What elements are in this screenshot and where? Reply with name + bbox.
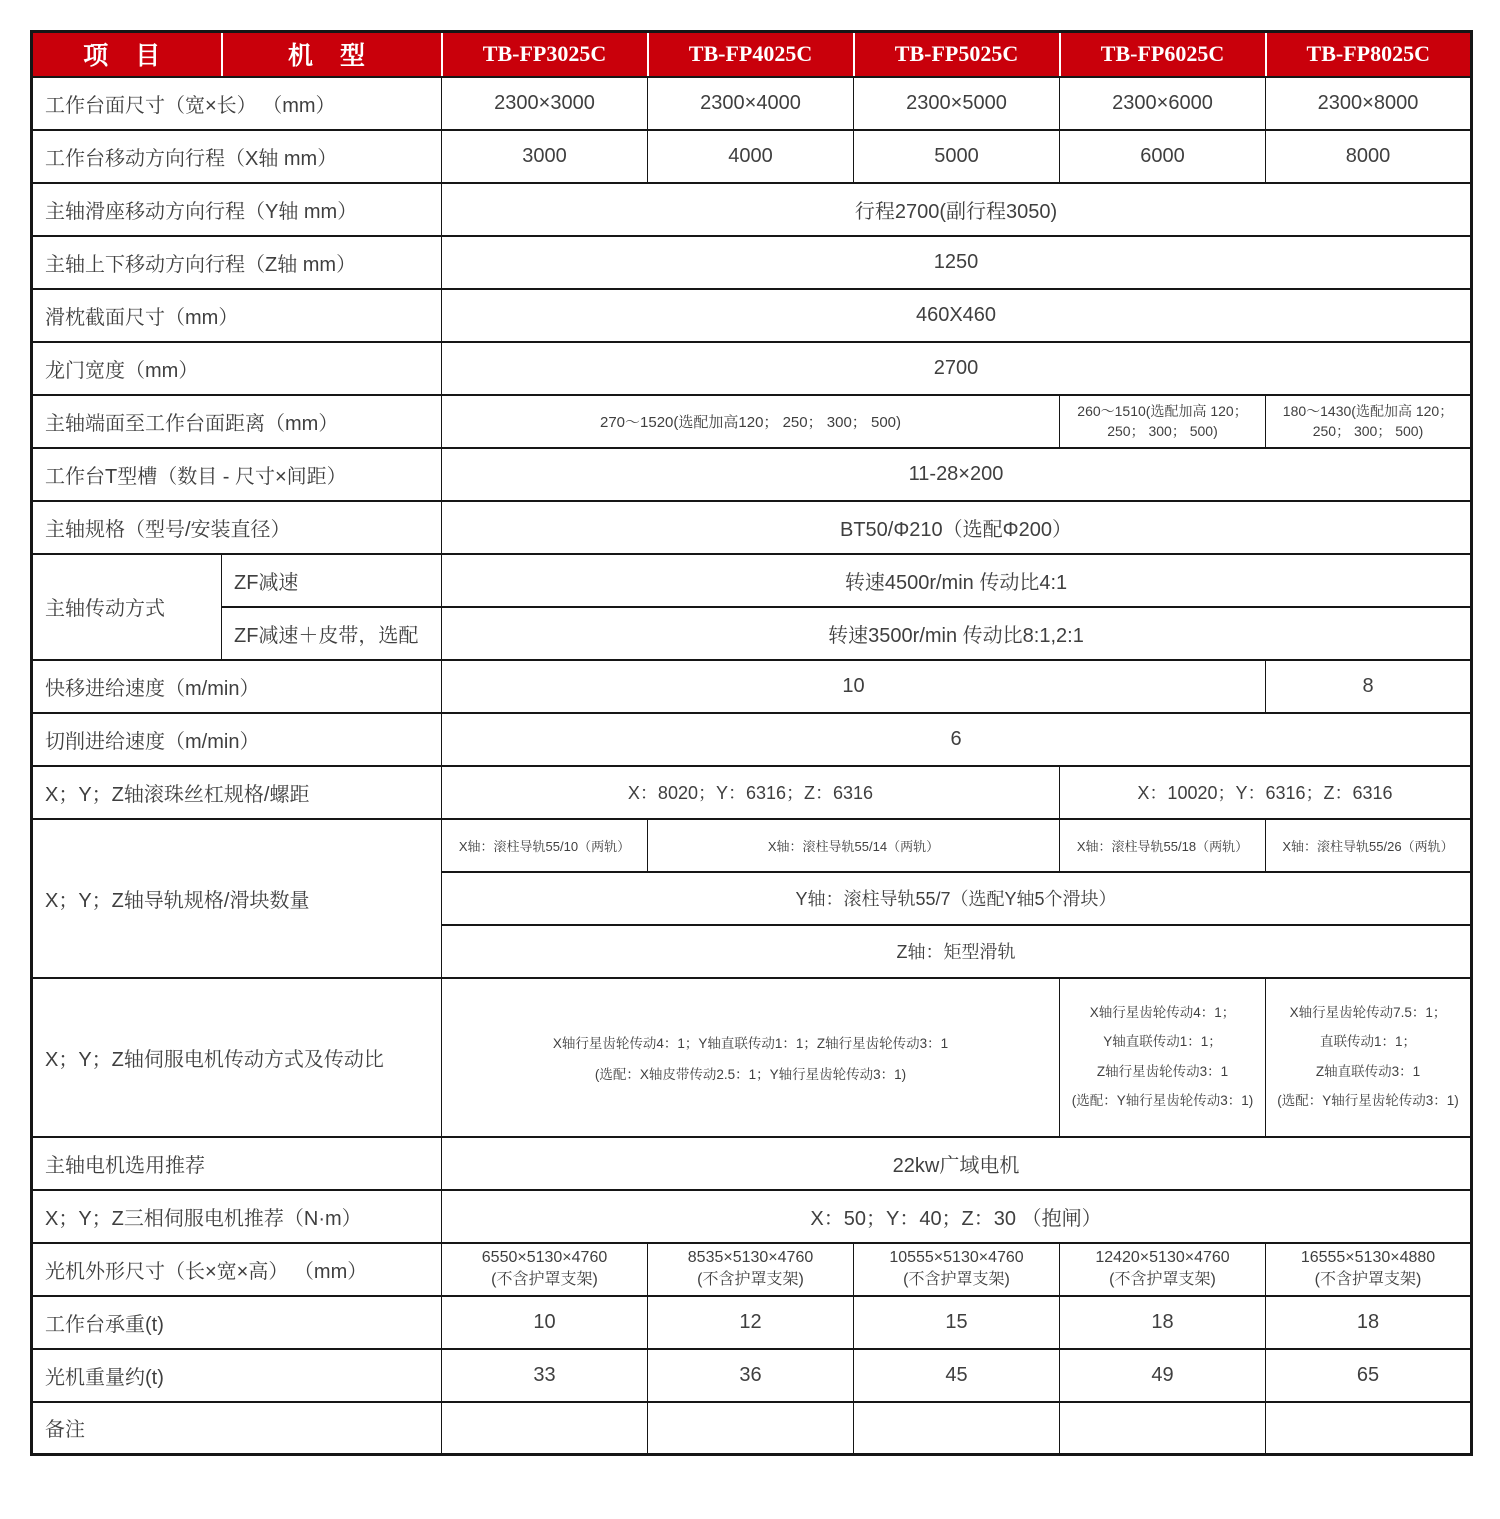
- row-remarks: [32, 1402, 1472, 1455]
- dimension-note: (不含护罩支架): [1314, 1271, 1422, 1288]
- servo-line: Z轴直联传动3：1: [1315, 1063, 1421, 1079]
- dimension-note: (不含护罩支架): [903, 1271, 1010, 1288]
- cell-value: 180～1430(选配加高 120； 250； 300； 500): [1266, 395, 1472, 448]
- header-model-fp5025c: TB-FP5025C: [854, 32, 1060, 77]
- row-servo-drive: [32, 978, 1472, 1137]
- cell-value: X轴：滚柱导轨55/18（两轨）: [1060, 819, 1266, 872]
- cell-value-merged: 11-28×200: [442, 448, 1472, 501]
- row-gantry-width: [32, 342, 1472, 395]
- cell-value: [854, 1243, 1060, 1296]
- cell-empty: [648, 1402, 854, 1455]
- row-guideway-x: [32, 819, 1472, 872]
- cell-value: 4000: [648, 130, 854, 183]
- cell-value: 12: [648, 1296, 854, 1349]
- row-label: 工作台面尺寸（宽×长） （mm）: [32, 77, 442, 130]
- dimension-value: 12420×5130×4760: [1095, 1249, 1230, 1267]
- cell-value: 10: [442, 1296, 648, 1349]
- row-spindle-motor: [32, 1137, 1472, 1190]
- cell-value-merged: X：8020；Y：6316；Z：6316: [442, 766, 1060, 819]
- servo-line: (选配：Y轴行星齿轮传动3：1): [1071, 1092, 1254, 1108]
- cell-value: 65: [1266, 1349, 1472, 1402]
- header-row: [32, 32, 1472, 77]
- cell-value: [1060, 1243, 1266, 1296]
- row-label: 光机外形尺寸（长×宽×高） （mm）: [32, 1243, 442, 1296]
- dimension-note: (不含护罩支架): [697, 1271, 804, 1288]
- cell-value: X轴：滚柱导轨55/10（两轨）: [442, 819, 648, 872]
- row-label: 工作台T型槽（数目 - 尺寸×间距）: [32, 448, 442, 501]
- cell-value: 2300×3000: [442, 77, 648, 130]
- row-label: X；Y；Z轴导轨规格/滑块数量: [32, 819, 442, 978]
- cell-value: 15: [854, 1296, 1060, 1349]
- dimension-value: 16555×5130×4880: [1300, 1249, 1436, 1267]
- sub-row-label: ZF减速: [222, 554, 442, 607]
- cell-value-merged: X：50；Y：40；Z：30 （抱闸）: [442, 1190, 1472, 1243]
- cell-value: 2300×6000: [1060, 77, 1266, 130]
- dimension-note: (不含护罩支架): [1109, 1271, 1216, 1288]
- row-z-travel: [32, 236, 1472, 289]
- cell-value: 8000: [1266, 130, 1472, 183]
- row-label: 备注: [32, 1402, 442, 1455]
- cell-value: 49: [1060, 1349, 1266, 1402]
- cell-value-merged: 1250: [442, 236, 1472, 289]
- cell-value-merged: Y轴：滚柱导轨55/7（选配Y轴5个滑块）: [442, 872, 1472, 925]
- row-label: 快移进给速度（m/min）: [32, 660, 442, 713]
- row-ram-section: [32, 289, 1472, 342]
- row-servo-motor: [32, 1190, 1472, 1243]
- header-model-fp4025c: TB-FP4025C: [648, 32, 854, 77]
- machine-spec-table: [30, 30, 1473, 1456]
- row-label: 主轴规格（型号/安装直径）: [32, 501, 442, 554]
- cell-value: 8: [1266, 660, 1472, 713]
- row-x-travel: [32, 130, 1472, 183]
- row-cutting-feed: [32, 713, 1472, 766]
- header-item: 项 目: [32, 32, 222, 77]
- row-machine-weight: [32, 1349, 1472, 1402]
- cell-value-merged: 转速4500r/min 传动比4:1: [442, 554, 1472, 607]
- sub-row-label: ZF减速＋皮带，选配: [222, 607, 442, 660]
- cell-value-merged: [442, 978, 1060, 1137]
- cell-value-merged: 转速3500r/min 传动比8:1,2:1: [442, 607, 1472, 660]
- cell-value: 45: [854, 1349, 1060, 1402]
- cell-value-merged: 22kw广域电机: [442, 1137, 1472, 1190]
- dimension-value: 6550×5130×4760: [481, 1249, 608, 1267]
- dimension-note: (不含护罩支架): [491, 1271, 598, 1288]
- cell-value: 2300×4000: [648, 77, 854, 130]
- row-y-travel: [32, 183, 1472, 236]
- dimension-value: 10555×5130×4760: [889, 1249, 1024, 1267]
- header-model: 机 型: [222, 32, 442, 77]
- row-label: 龙门宽度（mm）: [32, 342, 442, 395]
- row-t-slot: [32, 448, 1472, 501]
- cell-value: 2300×5000: [854, 77, 1060, 130]
- header-model-fp3025c: TB-FP3025C: [442, 32, 648, 77]
- cell-value: [442, 1243, 648, 1296]
- row-spindle-drive-zf: [32, 554, 1472, 607]
- dimension-value: 8535×5130×4760: [687, 1249, 814, 1267]
- row-rapid-feed: [32, 660, 1472, 713]
- row-label: X；Y；Z轴滚珠丝杠规格/螺距: [32, 766, 442, 819]
- cell-value: X轴：滚柱导轨55/26（两轨）: [1266, 819, 1472, 872]
- cell-empty: [854, 1402, 1060, 1455]
- row-label: 主轴传动方式: [32, 554, 222, 660]
- cell-value: [1266, 978, 1472, 1137]
- row-spindle-nose-distance: [32, 395, 1472, 448]
- servo-line: X轴行星齿轮传动4：1；: [1089, 1005, 1236, 1021]
- row-table-load: [32, 1296, 1472, 1349]
- row-dimensions: [32, 1243, 1472, 1296]
- cell-value: 2300×8000: [1266, 77, 1472, 130]
- servo-line: 直联传动1：1；: [1319, 1034, 1417, 1050]
- row-label: X；Y；Z三相伺服电机推荐（N·m）: [32, 1190, 442, 1243]
- cell-value-merged: X：10020；Y：6316；Z：6316: [1060, 766, 1472, 819]
- row-worktable-size: [32, 77, 1472, 130]
- row-label: 工作台移动方向行程（X轴 mm）: [32, 130, 442, 183]
- cell-value-merged: 10: [442, 660, 1266, 713]
- cell-value-merged: 270～1520(选配加高120； 250； 300； 500): [442, 395, 1060, 448]
- row-label: X；Y；Z轴伺服电机传动方式及传动比: [32, 978, 442, 1137]
- cell-value: 260～1510(选配加高 120； 250； 300； 500): [1060, 395, 1266, 448]
- cell-value: 18: [1060, 1296, 1266, 1349]
- row-label: 工作台承重(t): [32, 1296, 442, 1349]
- cell-value: 6000: [1060, 130, 1266, 183]
- row-spindle-drive-belt: [32, 607, 1472, 660]
- row-label: 主轴上下移动方向行程（Z轴 mm）: [32, 236, 442, 289]
- row-spindle-spec: [32, 501, 1472, 554]
- cell-value: [1266, 1243, 1472, 1296]
- cell-value: [1060, 978, 1266, 1137]
- servo-line: Y轴直联传动1：1；: [1103, 1034, 1222, 1050]
- cell-value-merged: BT50/Φ210（选配Φ200）: [442, 501, 1472, 554]
- cell-empty: [1266, 1402, 1472, 1455]
- cell-value: 36: [648, 1349, 854, 1402]
- header-model-fp8025c: TB-FP8025C: [1266, 32, 1472, 77]
- cell-value: 18: [1266, 1296, 1472, 1349]
- cell-value-merged: 2700: [442, 342, 1472, 395]
- cell-value-merged: Z轴：矩型滑轨: [442, 925, 1472, 978]
- cell-empty: [442, 1402, 648, 1455]
- servo-line: Z轴行星齿轮传动3：1: [1096, 1063, 1229, 1079]
- cell-value: 5000: [854, 130, 1060, 183]
- cell-empty: [1060, 1402, 1266, 1455]
- header-model-fp6025c: TB-FP6025C: [1060, 32, 1266, 77]
- cell-value-merged: X轴：滚柱导轨55/14（两轨）: [648, 819, 1060, 872]
- row-label: 光机重量约(t): [32, 1349, 442, 1402]
- servo-line: (选配：Y轴行星齿轮传动3：1): [1277, 1092, 1459, 1108]
- cell-value: 33: [442, 1349, 648, 1402]
- row-label: 主轴电机选用推荐: [32, 1137, 442, 1190]
- cell-value-merged: 行程2700(副行程3050): [442, 183, 1472, 236]
- cell-value-merged: 6: [442, 713, 1472, 766]
- servo-line: X轴行星齿轮传动7.5：1；: [1289, 1005, 1447, 1021]
- row-label: 主轴端面至工作台面距离（mm）: [32, 395, 442, 448]
- row-label: 切削进给速度（m/min）: [32, 713, 442, 766]
- cell-value-merged: 460X460: [442, 289, 1472, 342]
- cell-value: 3000: [442, 130, 648, 183]
- servo-main-line1: X轴行星齿轮传动4：1；Y轴直联传动1：1；Z轴行星齿轮传动3：1: [552, 1035, 949, 1051]
- cell-value: [648, 1243, 854, 1296]
- row-label: 主轴滑座移动方向行程（Y轴 mm）: [32, 183, 442, 236]
- row-ballscrew: [32, 766, 1472, 819]
- row-label: 滑枕截面尺寸（mm）: [32, 289, 442, 342]
- servo-main-line2: (选配：X轴皮带传动2.5：1；Y轴行星齿轮传动3：1): [594, 1066, 907, 1082]
